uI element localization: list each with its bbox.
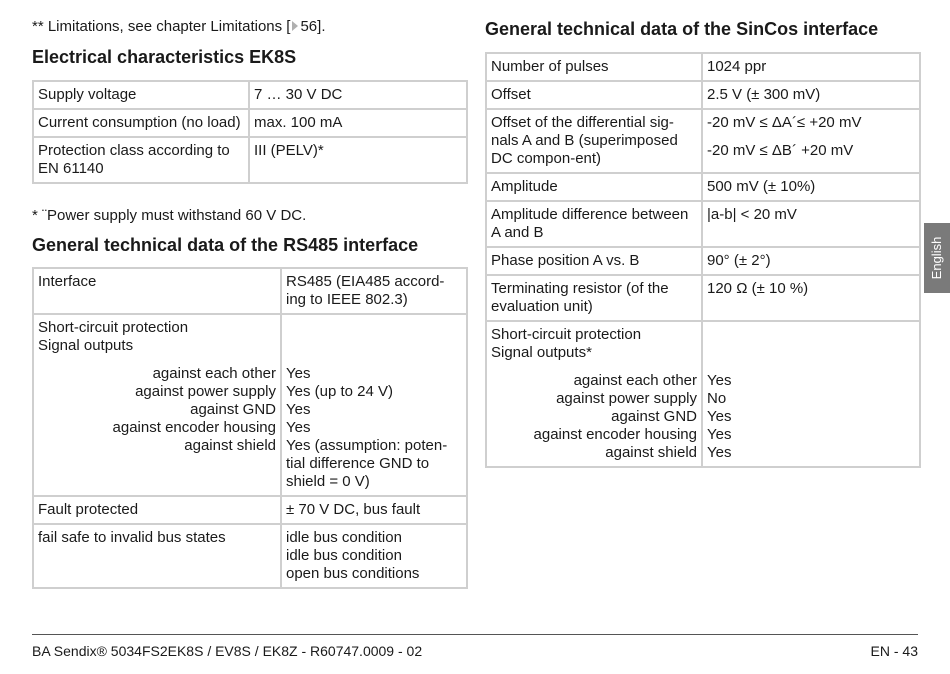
sub-item-value: Yes [707, 408, 732, 425]
sub-item-value: Yes [707, 426, 732, 443]
failsafe-value: idle bus condition [286, 529, 402, 546]
signal-outputs-label: Signal outputs* [491, 344, 592, 361]
table-cell-value: III (PELV)* [249, 137, 467, 183]
table-cell-label: Offset of the differential sig-nals A and B (superimposed DC compon-ent) [486, 109, 702, 173]
table-row [486, 201, 920, 247]
offset-diff-values [702, 109, 920, 173]
table-cell-label: Current consumption (no load) [33, 109, 249, 137]
table-row [33, 137, 467, 183]
table-cell-value: 120 Ω (± 10 %) [702, 275, 920, 321]
table-cell-value: 90° (± 2°) [702, 247, 920, 275]
table-cell-label: fail safe to invalid bus states [33, 524, 281, 588]
failsafe-value: idle bus condition [286, 547, 402, 564]
table-cell-value: ± 70 V DC, bus fault [281, 496, 467, 524]
language-tab-english[interactable] [924, 223, 950, 293]
footer-divider [32, 634, 918, 635]
table-cell-label: Fault protected [33, 496, 281, 524]
short-circuit-protection-values [281, 314, 467, 496]
table-row [486, 53, 920, 81]
sub-item-value: Yes [707, 372, 732, 389]
short-circuit-protection-labels [33, 314, 281, 496]
footer-document-id: BA Sendix® 5034FS2EK8S / EV8S / EK8Z - R60747.0009 - 02 [32, 643, 423, 659]
table-cell-value: |a-b| < 20 mV [702, 201, 920, 247]
table-row [33, 268, 467, 314]
table-cell-label: Number of pulses [486, 53, 702, 81]
sub-item-label: against power supply [556, 390, 697, 407]
offset-diff-value: -20 mV ≤ ΔA´≤ +20 mV [707, 114, 862, 131]
table-cell-label: Amplitude [486, 173, 702, 201]
short-circuit-protection-label: Short-circuit protection [491, 326, 642, 343]
offset-diff-value: -20 mV ≤ ΔB´ +20 mV [707, 142, 854, 159]
sub-item-value: Yes (assumption: poten-tial difference GND to shield = 0 V) [286, 437, 448, 490]
electrical-characteristics-table [32, 80, 468, 184]
sub-item-label: against GND [611, 408, 697, 425]
table-row [33, 109, 467, 137]
table-cell-label: Phase position A vs. B [486, 247, 702, 275]
sub-item-value: Yes (up to 24 V) [286, 383, 394, 400]
sub-item-label: against encoder housing [112, 419, 276, 436]
limitations-note-text: ** Limitations, see chapter Limitations [ [32, 18, 291, 35]
limitations-page-link[interactable]: 56 [300, 18, 318, 35]
language-tab-label: English [929, 236, 944, 280]
sub-item-label: against power supply [135, 383, 276, 400]
short-circuit-protection-values [702, 321, 920, 467]
electrical-characteristics-title: Electrical characteristics EK8S [32, 47, 297, 67]
table-row [33, 496, 467, 524]
sub-item-value: Yes [286, 365, 311, 382]
table-row [486, 321, 920, 467]
sub-item-value: Yes [707, 444, 732, 461]
table-row [486, 173, 920, 201]
table-row [33, 524, 467, 588]
signal-outputs-label: Signal outputs [38, 337, 134, 354]
table-cell-value: max. 100 mA [249, 109, 467, 137]
sub-item-value: No [707, 390, 727, 407]
sub-item-label: against shield [184, 437, 276, 454]
table-row [486, 247, 920, 275]
sub-item-label: against shield [605, 444, 697, 461]
table-cell-value: 500 mV (± 10%) [702, 173, 920, 201]
sub-item-value: Yes [286, 419, 311, 436]
sub-item-label: against each other [573, 372, 697, 389]
sub-item-label: against each other [152, 365, 276, 382]
table-row [33, 314, 467, 496]
failsafe-values [281, 524, 467, 588]
footer-page-number: EN - 43 [870, 643, 918, 659]
table-cell-label: Protection class according to EN 61140 [33, 137, 249, 183]
sub-item-label: against GND [190, 401, 276, 418]
rs485-interface-title: General technical data of the RS485 interface [32, 235, 419, 255]
short-circuit-protection-label: Short-circuit protection [38, 319, 189, 336]
sub-item-label: against encoder housing [533, 426, 697, 443]
rs485-interface-table [32, 267, 468, 589]
power-supply-footnote: * ¨Power supply must withstand 60 V DC. [32, 207, 307, 224]
table-cell-label: Offset [486, 81, 702, 109]
table-cell-label: Supply voltage [33, 81, 249, 109]
table-cell-value: 2.5 V (± 300 mV) [702, 81, 920, 109]
table-cell-label: Interface [33, 268, 281, 314]
table-cell-value: RS485 (EIA485 accord-ing to IEEE 802.3) [281, 268, 467, 314]
table-cell-value: 7 … 30 V DC [249, 81, 467, 109]
short-circuit-protection-labels [486, 321, 702, 467]
table-row [486, 275, 920, 321]
sincos-interface-table [485, 52, 921, 468]
page-reference-arrow-icon [292, 21, 298, 31]
table-cell-label: Amplitude difference between A and B [486, 201, 702, 247]
table-row [486, 109, 920, 173]
sincos-interface-title: General technical data of the SinCos interface [485, 19, 879, 39]
table-row [33, 81, 467, 109]
sub-item-value: Yes [286, 401, 311, 418]
limitations-note-suffix: ]. [317, 18, 326, 35]
limitations-note [32, 18, 326, 36]
table-cell-value: 1024 ppr [702, 53, 920, 81]
table-cell-label: Terminating resistor (of the evaluation unit) [486, 275, 702, 321]
table-row [486, 81, 920, 109]
failsafe-value: open bus conditions [286, 565, 420, 582]
